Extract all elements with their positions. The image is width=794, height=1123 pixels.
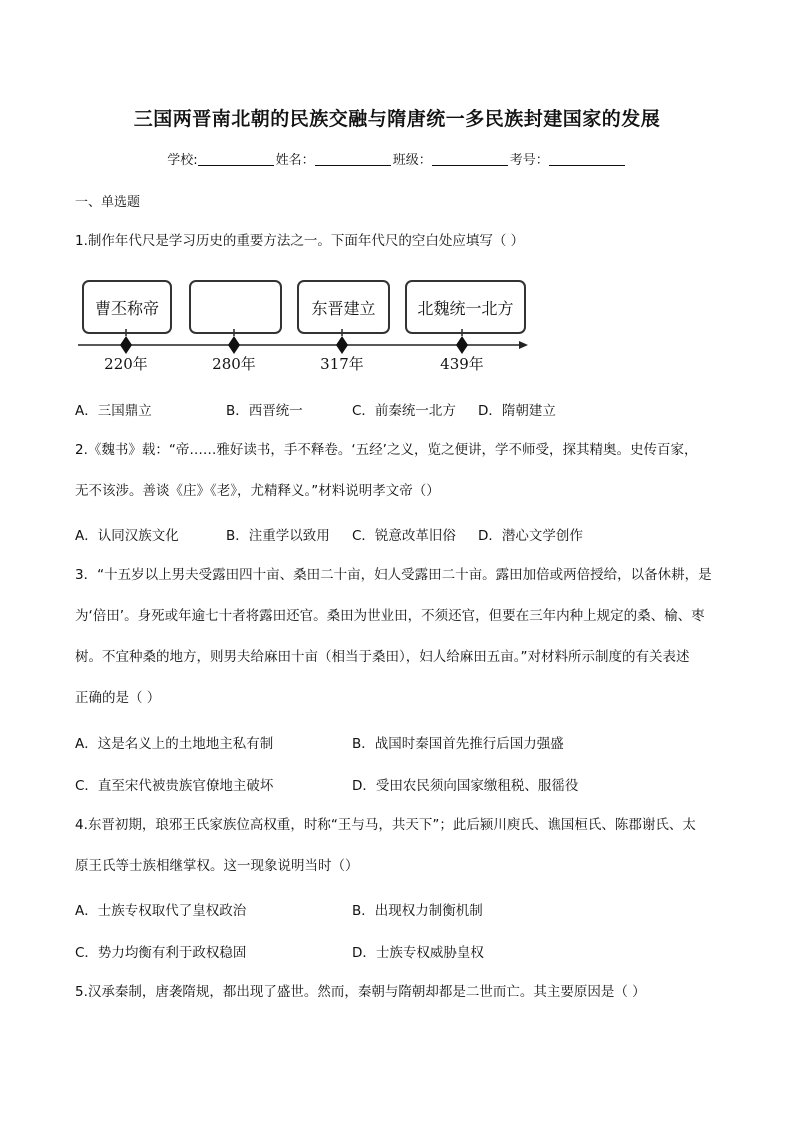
q4-option-b[interactable]: B．出现权力制衡机制	[352, 903, 483, 919]
exam-no-blank[interactable]	[549, 153, 625, 166]
school-blank[interactable]	[198, 153, 274, 166]
q3-option-a[interactable]: A．这是名义上的土地地主私有制	[75, 736, 274, 752]
q1-option-b[interactable]: B．西晋统一	[226, 403, 303, 419]
timeline-box-3: 东晋建立	[297, 280, 390, 334]
question-2-line-2: 无不该涉。善谈《庄》《老》，尤精释义。”材料说明孝文帝（）	[75, 483, 440, 499]
timeline-year-2: 280年	[212, 355, 256, 373]
question-5	[75, 972, 725, 1013]
exam-no-label: 考号：	[509, 153, 549, 168]
student-info-row	[0, 149, 794, 168]
question-3	[75, 555, 725, 719]
name-label: 姓名：	[275, 153, 315, 168]
q1-option-c[interactable]: C．前秦统一北方	[352, 403, 456, 419]
question-4	[75, 805, 725, 887]
timeline-box-2-blank	[189, 280, 282, 334]
q4-option-c[interactable]: C．势力均衡有利于政权稳固	[75, 945, 247, 961]
timeline-year-3: 317年	[320, 355, 364, 373]
timeline-year-4: 439年	[440, 355, 484, 373]
q3-option-c[interactable]: C．直至宋代被贵族官僚地主破坏	[75, 778, 274, 794]
q2-option-b[interactable]: B．注重学以致用	[226, 528, 330, 544]
q4-option-a[interactable]: A．士族专权取代了皇权政治	[75, 903, 247, 919]
question-4-options-row-1	[75, 899, 725, 919]
class-blank[interactable]	[432, 153, 508, 166]
q3-option-d[interactable]: D．受田农民须向国家缴租税、服徭役	[352, 778, 579, 794]
page-title: 三国两晋南北朝的民族交融与隋唐统一多民族封建国家的发展	[133, 108, 661, 130]
school-label: 学校:	[167, 153, 198, 168]
q3-option-b[interactable]: B．战国时秦国首先推行后国力强盛	[352, 736, 564, 752]
question-1-stem: 1.制作年代尺是学习历史的重要方法之一。下面年代尺的空白处应填写（ ）	[75, 233, 525, 249]
timeline-box-1: 曹丕称帝	[82, 280, 172, 334]
question-4-line-1: 4.东晋初期，琅邪王氏家族位高权重，时称“王与马，共天下”；此后颍川庾氏、谯国桓氏、陈郡谢氏、太	[75, 817, 696, 833]
class-label: 班级：	[392, 153, 432, 168]
question-5-line-1: 5.汉承秦制，唐袭隋规，都出现了盛世。然而，秦朝与隋朝却都是二世而亡。其主要原因是（ ）	[75, 984, 646, 1000]
question-3-options-row-1	[75, 732, 725, 752]
question-2-line-1: 2.《魏书》载：“帝……雅好读书，手不释卷。‘五经’之义，览之便讲，学不师受，探其精奥。史传百家，	[75, 442, 698, 458]
q2-option-a[interactable]: A．认同汉族文化	[75, 528, 179, 544]
question-3-line-4: 正确的是（ ）	[75, 690, 161, 706]
timeline-year-1: 220年	[104, 355, 148, 373]
tick-439	[456, 336, 468, 354]
q4-option-d[interactable]: D．士族专权威胁皇权	[352, 945, 484, 961]
question-3-line-1: 3．“十五岁以上男夫受露田四十亩、桑田二十亩，妇人受露田二十亩。露田加倍或两倍授给，以备休耕，是	[75, 567, 712, 583]
timeline-box-4: 北魏统一北方	[405, 280, 526, 334]
section-heading: 一、单选题	[75, 195, 141, 210]
tick-317	[336, 336, 348, 354]
question-2	[75, 430, 725, 512]
question-2-options	[75, 524, 725, 544]
question-1	[75, 221, 725, 262]
tick-280	[228, 336, 240, 354]
question-3-options-row-2	[75, 774, 725, 794]
question-1-options	[75, 399, 725, 419]
q2-option-d[interactable]: D．潜心文学创作	[478, 528, 583, 544]
q2-option-c[interactable]: C．锐意改革旧俗	[352, 528, 456, 544]
question-3-line-3: 树。不宜种桑的地方，则男夫给麻田十亩（相当于桑田），妇人给麻田五亩。”对材料所示制度的有关表述	[75, 649, 690, 665]
name-blank[interactable]	[315, 153, 391, 166]
q1-option-a[interactable]: A．三国鼎立	[75, 403, 152, 419]
tick-220	[120, 336, 132, 354]
q1-option-d[interactable]: D．隋朝建立	[478, 403, 556, 419]
question-4-options-row-2	[75, 941, 725, 961]
question-3-line-2: 为‘倍田’。身死或年逾七十者将露田还官。桑田为世业田，不须还官，但要在三年内种上规定的桑、榆、枣	[75, 608, 705, 624]
question-4-line-2: 原王氏等士族相继掌权。这一现象说明当时（）	[75, 858, 359, 874]
